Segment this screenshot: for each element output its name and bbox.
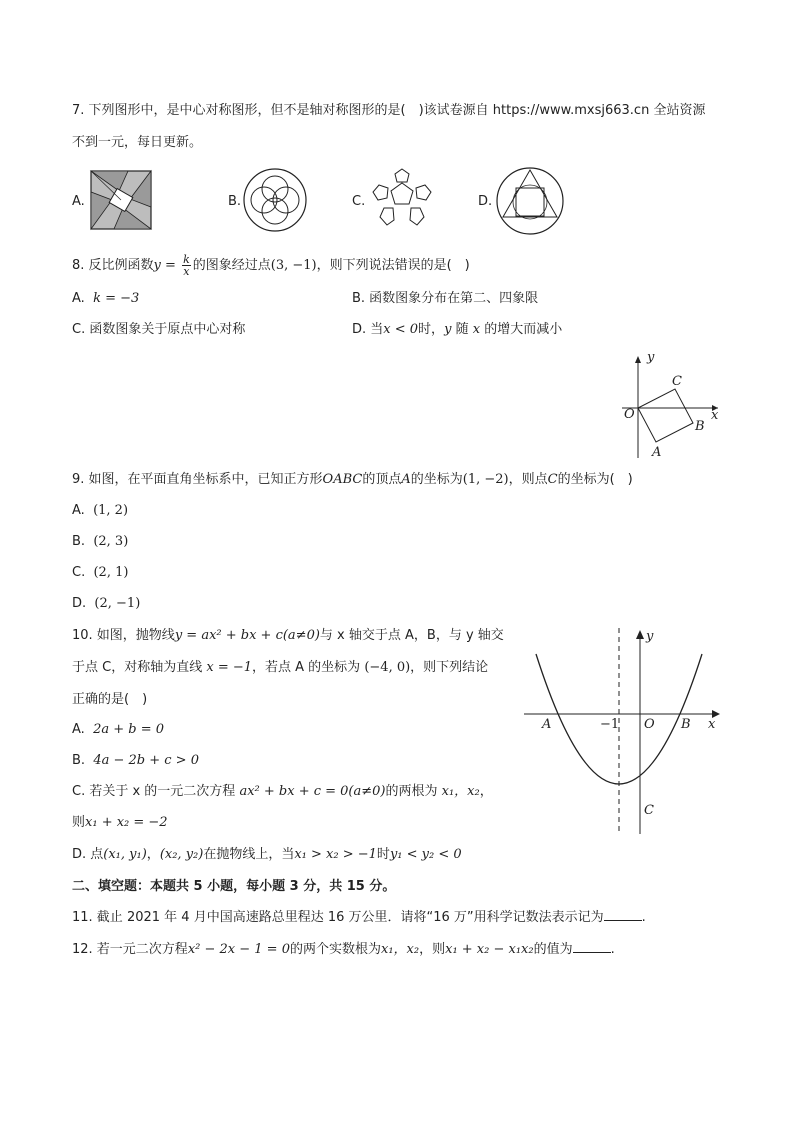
q7-line2: 不到一元，每日更新。: [72, 135, 203, 150]
q10-d-mid: 在抛物线上，当: [203, 847, 295, 862]
q12-answer-blank[interactable]: [573, 940, 611, 953]
q10-option-c-line2: [72, 814, 168, 832]
q9-option-a: [72, 502, 128, 520]
q7-line1: 7. 下列图形中，是中心对称图形，但不是轴对称图形的是( )该试卷源自 https://www.mxsj663.cn 全站资源: [72, 103, 706, 118]
q8-suffix: ，则下列说法错误的是( ): [316, 258, 470, 273]
q10-line3: 正确的是( ): [72, 692, 148, 707]
q8-fraction: [182, 254, 191, 277]
q10-d-res: y₁ < y₂ < 0: [389, 847, 462, 862]
q10-l2-suffix: ，则下列结论: [410, 660, 489, 675]
q10-d-p2: (x₂, y₂): [159, 847, 204, 862]
q10-l2-prefix: 于点 C，对称轴为直线: [72, 660, 203, 675]
q10-d-mid2: 时: [376, 847, 390, 862]
q8-y-eq: y =: [153, 258, 181, 273]
q12-suffix: 的值为: [533, 942, 573, 957]
q8-option-c: C. 函数图象关于原点中心对称: [72, 322, 246, 337]
q9-label-y: y: [647, 350, 655, 365]
q9-suffix: 的坐标为( ): [557, 472, 633, 487]
q8-frac-den: x: [183, 265, 190, 278]
q9-label-c: C: [672, 374, 682, 389]
q10-l1-prefix: 10. 如图，抛物线: [72, 628, 175, 643]
q10-line1: [72, 627, 504, 645]
q11-end: .: [641, 910, 646, 925]
q7-figure-d-circle-triangle-square: [495, 166, 565, 236]
q9-label-a: A: [652, 445, 662, 460]
q8-point: (3, −1): [270, 258, 317, 273]
q9-a-label: A.: [72, 503, 85, 518]
q9-label-b: B: [695, 419, 705, 434]
q8-frac-num: k: [183, 253, 190, 266]
q10-option-a: [72, 721, 164, 739]
q10-option-d: [72, 846, 462, 864]
q8-d-x: x: [472, 322, 481, 337]
q10-l1-math: y = ax² + bx + c(a≠0): [174, 628, 320, 643]
q9-y-arrow: [635, 356, 641, 363]
q8-option-b: B. 函数图象分布在第二、四象限: [352, 291, 539, 306]
q12-eq: x² − 2x − 1 = 0: [187, 942, 290, 957]
q11-answer-blank[interactable]: [604, 908, 642, 921]
q9-label-o: O: [624, 407, 635, 422]
q7-figure-b-four-circles: [242, 167, 308, 233]
q10-label-b: B: [681, 717, 691, 732]
q10-d-prefix: D. 点: [72, 847, 104, 862]
section-2-heading: 二、填空题：本题共 5 小题，每小题 3 分，共 15 分。: [72, 879, 396, 894]
q12-expr: x₁ + x₂ − x₁x₂: [445, 942, 534, 957]
q12-end: .: [610, 942, 615, 957]
q10-option-c-line1: [72, 783, 493, 801]
q9-a-value: (1, 2): [93, 503, 129, 518]
q10-c1-roots: x₁，x₂: [441, 784, 480, 799]
q10-label-x: x: [708, 717, 716, 732]
q9-option-b: [72, 533, 128, 551]
q9-d-label: D.: [72, 596, 87, 611]
q9-b-label: B.: [72, 534, 86, 549]
q12-mid2: ，则: [419, 942, 446, 957]
q8-stem: [72, 254, 470, 277]
q9-option-c: [72, 564, 128, 582]
q8-d-y: y: [444, 322, 452, 337]
q9-square-oabc: [638, 389, 693, 442]
q8-a-label: A.: [72, 291, 85, 306]
q10-l2-mid: ，若点 A 的坐标为: [252, 660, 361, 675]
q9-option-d: [72, 595, 140, 613]
q9-c-label: C.: [72, 565, 86, 580]
q10-c2-math: x₁ + x₂ = −2: [85, 815, 168, 830]
q8-d-mid2: 随: [455, 322, 469, 337]
q8-option-d: [352, 321, 562, 339]
q9-stem: [72, 471, 633, 489]
q10-label-o: O: [644, 717, 655, 732]
q10-line2: [72, 659, 488, 677]
q10-d-p1: (x₁, y₁): [103, 847, 147, 862]
q7-figure-a-pinwheel-square: [90, 170, 154, 232]
q10-c1-mid: 的两根为: [385, 784, 438, 799]
q11-line: [72, 908, 646, 927]
q9-square: OABC: [322, 472, 363, 487]
q10-label-a: A: [542, 717, 552, 732]
q7-figure-c-pentagons: [368, 167, 436, 233]
q7-option-a-label: A.: [72, 194, 85, 209]
q8-middle: 的图象经过点: [192, 258, 271, 273]
q9-mid3: ，则点: [508, 472, 548, 487]
q9-coord: (1, −2): [462, 472, 509, 487]
q8-d-suffix: 的增大而减小: [484, 322, 563, 337]
q9-c-value: (2, 1): [93, 565, 129, 580]
q10-label-y: y: [646, 629, 654, 644]
q9-mid2: 的坐标为: [410, 472, 463, 487]
q12-prefix: 12. 若一元二次方程: [72, 942, 188, 957]
q10-c1-suffix: ，: [479, 784, 493, 799]
q10-c2-prefix: 则: [72, 815, 86, 830]
q10-a-math: 2a + b = 0: [93, 722, 164, 737]
q10-b-label: B.: [72, 753, 86, 768]
q10-l1-suffix: 与 x 轴交于点 A，B，与 y 轴交: [319, 628, 504, 643]
q8-prefix: 8. 反比例函数: [72, 258, 154, 273]
q10-label-neg1: −1: [600, 717, 620, 732]
q7-option-c-label: C.: [352, 194, 366, 209]
q7-option-b-label: B.: [228, 194, 242, 209]
q9-a: A: [401, 472, 411, 487]
q9-mid: 的顶点: [362, 472, 402, 487]
q10-y-arrow: [636, 630, 644, 639]
q10-l2-math: x = −1: [206, 660, 253, 675]
q12-line: [72, 940, 615, 959]
q10-l2-coord: (−4, 0): [364, 660, 411, 675]
q8-option-a: [72, 290, 139, 308]
q8-a-math: k = −3: [93, 291, 140, 306]
q8-d-math: x < 0: [383, 322, 419, 337]
q7-option-d-label: D.: [478, 194, 493, 209]
q10-label-c: C: [644, 803, 654, 818]
q10-c1-prefix: C. 若关于 x 的一元二次方程: [72, 784, 236, 799]
q9-d-value: (2, −1): [94, 596, 141, 611]
q10-figure-parabola: [522, 624, 724, 844]
q12-roots: x₁，x₂: [381, 942, 420, 957]
q12-mid: 的两个实数根为: [289, 942, 381, 957]
q10-a-label: A.: [72, 722, 85, 737]
q10-c1-math: ax² + bx + c = 0(a≠0): [239, 784, 386, 799]
q9-b-value: (2, 3): [93, 534, 129, 549]
q8-d-mid: 时，: [418, 322, 445, 337]
q9-c: C: [547, 472, 558, 487]
q11-text: 11. 截止 2021 年 4 月中国高速路总里程达 16 万公里．请将“16 万”用科学记数法表示记为: [72, 910, 604, 925]
q9-prefix: 9. 如图，在平面直角坐标系中，已知正方形: [72, 472, 323, 487]
q10-d-cond: x₁ > x₂ > −1: [294, 847, 377, 862]
q10-b-math: 4a − 2b + c > 0: [93, 753, 199, 768]
q10-d-sep: ，: [146, 847, 160, 862]
q8-d-prefix: D. 当: [352, 322, 384, 337]
q9-figure-coordinate-square: [614, 352, 724, 462]
q9-label-x: x: [711, 408, 719, 423]
q10-option-b: [72, 752, 199, 770]
